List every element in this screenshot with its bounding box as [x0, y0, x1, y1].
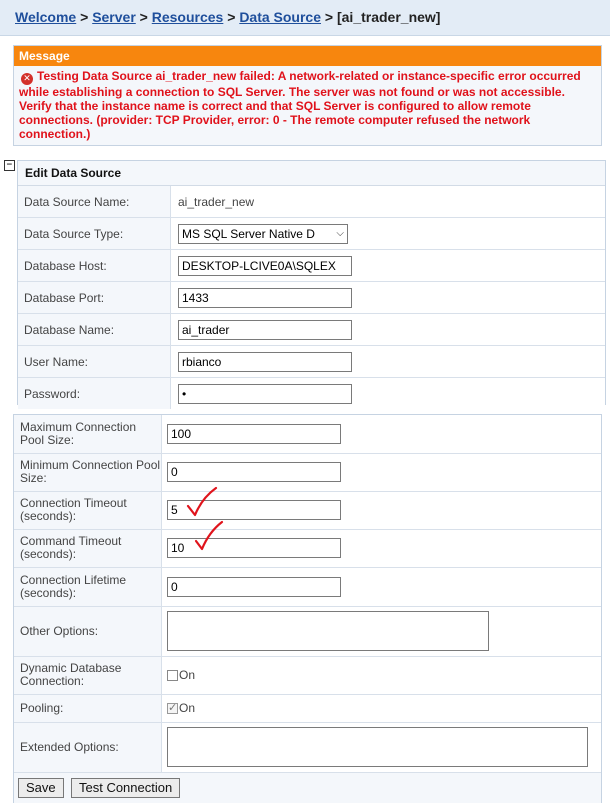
other-options-label: Other Options:	[14, 606, 162, 656]
checkmark-annotation-icon	[192, 518, 228, 556]
extended-options-textarea[interactable]	[167, 727, 588, 767]
password-label: Password:	[18, 378, 171, 410]
max-pool-size-input[interactable]: 100	[167, 424, 341, 444]
breadcrumb-separator: >	[324, 9, 334, 25]
table-row	[14, 415, 601, 453]
table-row	[18, 282, 605, 314]
breadcrumb-resources-link[interactable]: Resources	[151, 9, 224, 25]
message-title: Message	[14, 46, 601, 66]
table-row	[18, 186, 605, 218]
table-row	[18, 314, 605, 346]
breadcrumb-server-link[interactable]: Server	[92, 9, 136, 25]
message-text: Testing Data Source ai_trader_new failed: A network-related or instance-specific error occurred while establishing a connection to SQL Server. The server was not found or was not accessible. Verify that the instance name is correct and that SQL Server is configured to allow remote connections. (provider: TCP Provider, error: 0 - The remote computer refused the network connection.)	[19, 69, 581, 141]
table-row	[14, 722, 601, 772]
pooling-label: Pooling:	[14, 694, 162, 722]
user-name-label: User Name:	[18, 346, 171, 378]
table-row	[14, 694, 601, 722]
table-row	[18, 378, 605, 410]
data-source-type-selected: MS SQL Server Native D	[182, 226, 315, 241]
breadcrumb-separator: >	[139, 9, 148, 25]
error-icon: ✕	[21, 73, 33, 85]
table-row	[14, 529, 601, 567]
edit-data-source-panel	[17, 160, 606, 405]
command-timeout-label: Command Timeout (seconds):	[14, 529, 162, 567]
min-pool-size-input[interactable]: 0	[167, 462, 341, 482]
user-name-input[interactable]: rbianco	[178, 352, 352, 372]
data-source-type-label: Data Source Type:	[18, 218, 171, 250]
table-row	[14, 606, 601, 656]
collapse-toggle-icon[interactable]: −	[4, 160, 15, 171]
dynamic-connection-checkbox[interactable]	[167, 670, 178, 681]
database-port-label: Database Port:	[18, 282, 171, 314]
password-input[interactable]: •	[178, 384, 352, 404]
connection-timeout-input[interactable]: 5	[167, 500, 341, 520]
table-row	[14, 567, 601, 606]
pooling-checkbox[interactable]	[167, 703, 178, 714]
other-options-textarea[interactable]	[167, 611, 489, 651]
breadcrumb-welcome-link[interactable]: Welcome	[15, 9, 77, 25]
breadcrumb-separator: >	[227, 9, 236, 25]
save-button[interactable]: Save	[18, 778, 64, 798]
dynamic-connection-on-label: On	[179, 668, 196, 683]
table-row	[18, 250, 605, 282]
connection-options-table	[14, 415, 601, 803]
message-panel	[13, 45, 602, 146]
database-host-input[interactable]: DESKTOP-LCIVE0A\SQLEX	[178, 256, 352, 276]
breadcrumb-separator: >	[80, 9, 89, 25]
edit-data-source-title: Edit Data Source	[18, 161, 605, 186]
checkmark-annotation-stroke	[196, 522, 222, 549]
chevron-down-icon: ⌵	[336, 227, 344, 239]
dynamic-connection-label: Dynamic Database Connection:	[14, 656, 162, 694]
data-source-name-label: Data Source Name:	[18, 186, 171, 218]
database-name-label: Database Name:	[18, 314, 171, 346]
pooling-on-label: On	[179, 701, 196, 716]
data-source-type-select[interactable]	[178, 224, 348, 244]
breadcrumb-current: [ai_trader_new]	[336, 9, 441, 25]
connection-timeout-label: Connection Timeout (seconds):	[14, 491, 162, 529]
table-row	[14, 491, 601, 529]
breadcrumb	[0, 0, 610, 36]
table-row	[18, 346, 605, 378]
breadcrumb-data-source-link[interactable]: Data Source	[239, 9, 322, 25]
command-timeout-input[interactable]: 10	[167, 538, 341, 558]
min-pool-size-label: Minimum Connection Pool Size:	[14, 453, 162, 491]
data-source-name-value: ai_trader_new	[171, 186, 606, 218]
database-host-label: Database Host:	[18, 250, 171, 282]
checkmark-annotation-stroke	[188, 488, 216, 515]
database-name-input[interactable]: ai_trader	[178, 320, 352, 340]
checkmark-annotation-icon	[184, 484, 220, 520]
connection-lifetime-label: Connection Lifetime (seconds):	[14, 567, 162, 606]
table-row	[14, 453, 601, 491]
edit-data-source-table	[18, 186, 605, 409]
connection-lifetime-input[interactable]: 0	[167, 577, 341, 597]
database-port-input[interactable]: 1433	[178, 288, 352, 308]
button-row	[14, 772, 601, 803]
extended-options-label: Extended Options:	[14, 722, 162, 772]
connection-options-panel	[13, 414, 602, 803]
message-body	[14, 66, 601, 141]
table-row	[14, 656, 601, 694]
test-connection-button[interactable]: Test Connection	[71, 778, 180, 798]
table-row	[18, 218, 605, 250]
max-pool-size-label: Maximum Connection Pool Size:	[14, 415, 162, 453]
